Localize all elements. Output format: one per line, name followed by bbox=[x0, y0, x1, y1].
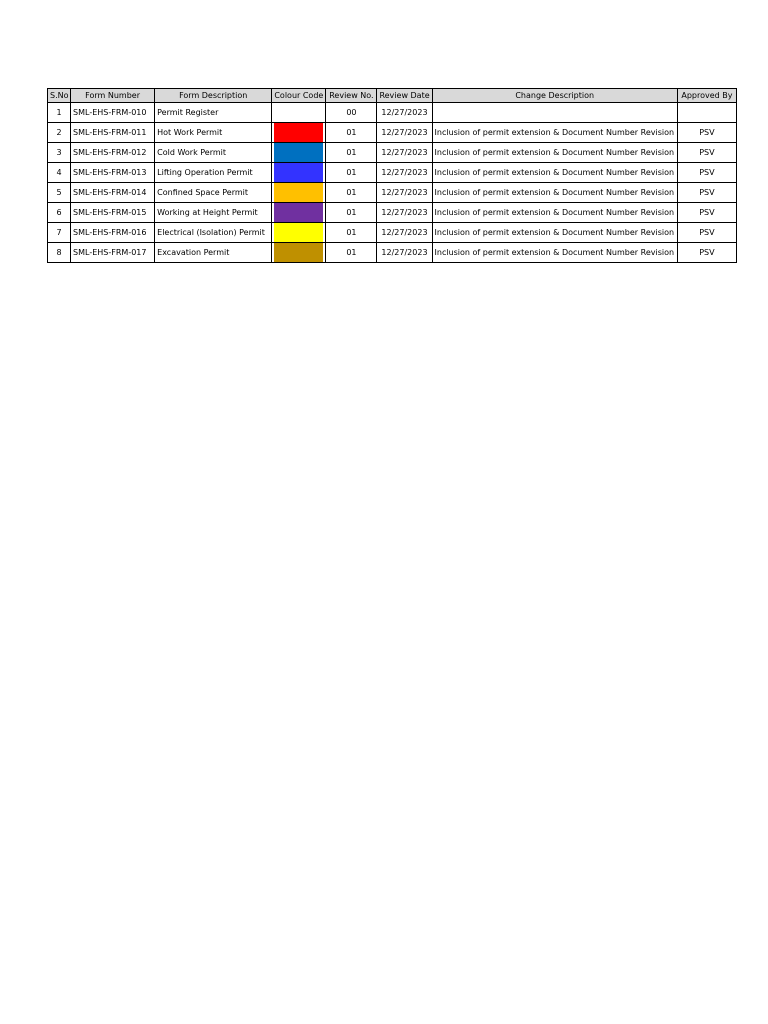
header-change-description: Change Description bbox=[432, 89, 677, 103]
cell-form-description: Permit Register bbox=[155, 103, 272, 123]
cell-form-description: Excavation Permit bbox=[155, 243, 272, 263]
header-form-description: Form Description bbox=[155, 89, 272, 103]
cell-approved-by: PSV bbox=[677, 223, 736, 243]
cell-change-description: Inclusion of permit extension & Document Number Revision bbox=[432, 143, 677, 163]
cell-change-description: Inclusion of permit extension & Document Number Revision bbox=[432, 223, 677, 243]
cell-form-number: SML-EHS-FRM-015 bbox=[71, 203, 155, 223]
cell-colour-code bbox=[272, 183, 326, 203]
table-row bbox=[48, 243, 737, 263]
cell-review-date: 12/27/2023 bbox=[377, 183, 432, 203]
cell-review-no: 01 bbox=[326, 183, 377, 203]
cell-review-no: 01 bbox=[326, 163, 377, 183]
cell-form-number: SML-EHS-FRM-013 bbox=[71, 163, 155, 183]
table-row bbox=[48, 123, 737, 143]
cell-sno: 6 bbox=[48, 203, 71, 223]
cell-colour-code bbox=[272, 123, 326, 143]
cell-colour-code bbox=[272, 203, 326, 223]
cell-form-description: Confined Space Permit bbox=[155, 183, 272, 203]
cell-approved-by: PSV bbox=[677, 163, 736, 183]
cell-review-no: 01 bbox=[326, 223, 377, 243]
cell-review-no: 01 bbox=[326, 203, 377, 223]
colour-swatch bbox=[274, 163, 323, 182]
colour-swatch bbox=[274, 103, 323, 122]
cell-approved-by: PSV bbox=[677, 143, 736, 163]
permit-register-table bbox=[47, 88, 737, 263]
cell-colour-code bbox=[272, 163, 326, 183]
cell-review-date: 12/27/2023 bbox=[377, 103, 432, 123]
cell-sno: 1 bbox=[48, 103, 71, 123]
cell-sno: 2 bbox=[48, 123, 71, 143]
cell-review-no: 01 bbox=[326, 243, 377, 263]
cell-change-description: Inclusion of permit extension & Document Number Revision bbox=[432, 123, 677, 143]
cell-change-description: Inclusion of permit extension & Document Number Revision bbox=[432, 183, 677, 203]
cell-approved-by: PSV bbox=[677, 203, 736, 223]
cell-form-number: SML-EHS-FRM-011 bbox=[71, 123, 155, 143]
cell-form-number: SML-EHS-FRM-014 bbox=[71, 183, 155, 203]
cell-review-date: 12/27/2023 bbox=[377, 223, 432, 243]
cell-review-no: 01 bbox=[326, 123, 377, 143]
cell-change-description: Inclusion of permit extension & Document Number Revision bbox=[432, 163, 677, 183]
table-row bbox=[48, 183, 737, 203]
cell-approved-by: PSV bbox=[677, 243, 736, 263]
cell-colour-code bbox=[272, 143, 326, 163]
cell-sno: 7 bbox=[48, 223, 71, 243]
colour-swatch bbox=[274, 223, 323, 242]
table-row bbox=[48, 103, 737, 123]
cell-approved-by: PSV bbox=[677, 123, 736, 143]
cell-form-number: SML-EHS-FRM-016 bbox=[71, 223, 155, 243]
cell-sno: 5 bbox=[48, 183, 71, 203]
cell-form-description: Cold Work Permit bbox=[155, 143, 272, 163]
colour-swatch bbox=[274, 243, 323, 262]
cell-review-no: 00 bbox=[326, 103, 377, 123]
cell-review-date: 12/27/2023 bbox=[377, 163, 432, 183]
table-row bbox=[48, 203, 737, 223]
cell-review-no: 01 bbox=[326, 143, 377, 163]
header-review-no: Review No. bbox=[326, 89, 377, 103]
cell-change-description bbox=[432, 103, 677, 123]
colour-swatch bbox=[274, 143, 323, 162]
cell-change-description: Inclusion of permit extension & Document Number Revision bbox=[432, 203, 677, 223]
cell-colour-code bbox=[272, 223, 326, 243]
cell-form-description: Working at Height Permit bbox=[155, 203, 272, 223]
table-row bbox=[48, 163, 737, 183]
cell-form-description: Lifting Operation Permit bbox=[155, 163, 272, 183]
cell-approved-by bbox=[677, 103, 736, 123]
header-review-date: Review Date bbox=[377, 89, 432, 103]
cell-sno: 3 bbox=[48, 143, 71, 163]
cell-sno: 4 bbox=[48, 163, 71, 183]
cell-sno: 8 bbox=[48, 243, 71, 263]
cell-review-date: 12/27/2023 bbox=[377, 243, 432, 263]
header-sno: S.No bbox=[48, 89, 71, 103]
table-row bbox=[48, 223, 737, 243]
cell-colour-code bbox=[272, 103, 326, 123]
cell-form-description: Electrical (Isolation) Permit bbox=[155, 223, 272, 243]
header-colour-code: Colour Code bbox=[272, 89, 326, 103]
cell-colour-code bbox=[272, 243, 326, 263]
table-row bbox=[48, 143, 737, 163]
colour-swatch bbox=[274, 123, 323, 142]
cell-change-description: Inclusion of permit extension & Document Number Revision bbox=[432, 243, 677, 263]
header-approved-by: Approved By bbox=[677, 89, 736, 103]
cell-form-number: SML-EHS-FRM-012 bbox=[71, 143, 155, 163]
table-header-row bbox=[48, 89, 737, 103]
cell-form-description: Hot Work Permit bbox=[155, 123, 272, 143]
cell-review-date: 12/27/2023 bbox=[377, 203, 432, 223]
table-body bbox=[48, 103, 737, 263]
cell-approved-by: PSV bbox=[677, 183, 736, 203]
cell-form-number: SML-EHS-FRM-017 bbox=[71, 243, 155, 263]
colour-swatch bbox=[274, 183, 323, 202]
cell-review-date: 12/27/2023 bbox=[377, 143, 432, 163]
cell-review-date: 12/27/2023 bbox=[377, 123, 432, 143]
cell-form-number: SML-EHS-FRM-010 bbox=[71, 103, 155, 123]
header-form-number: Form Number bbox=[71, 89, 155, 103]
colour-swatch bbox=[274, 203, 323, 222]
